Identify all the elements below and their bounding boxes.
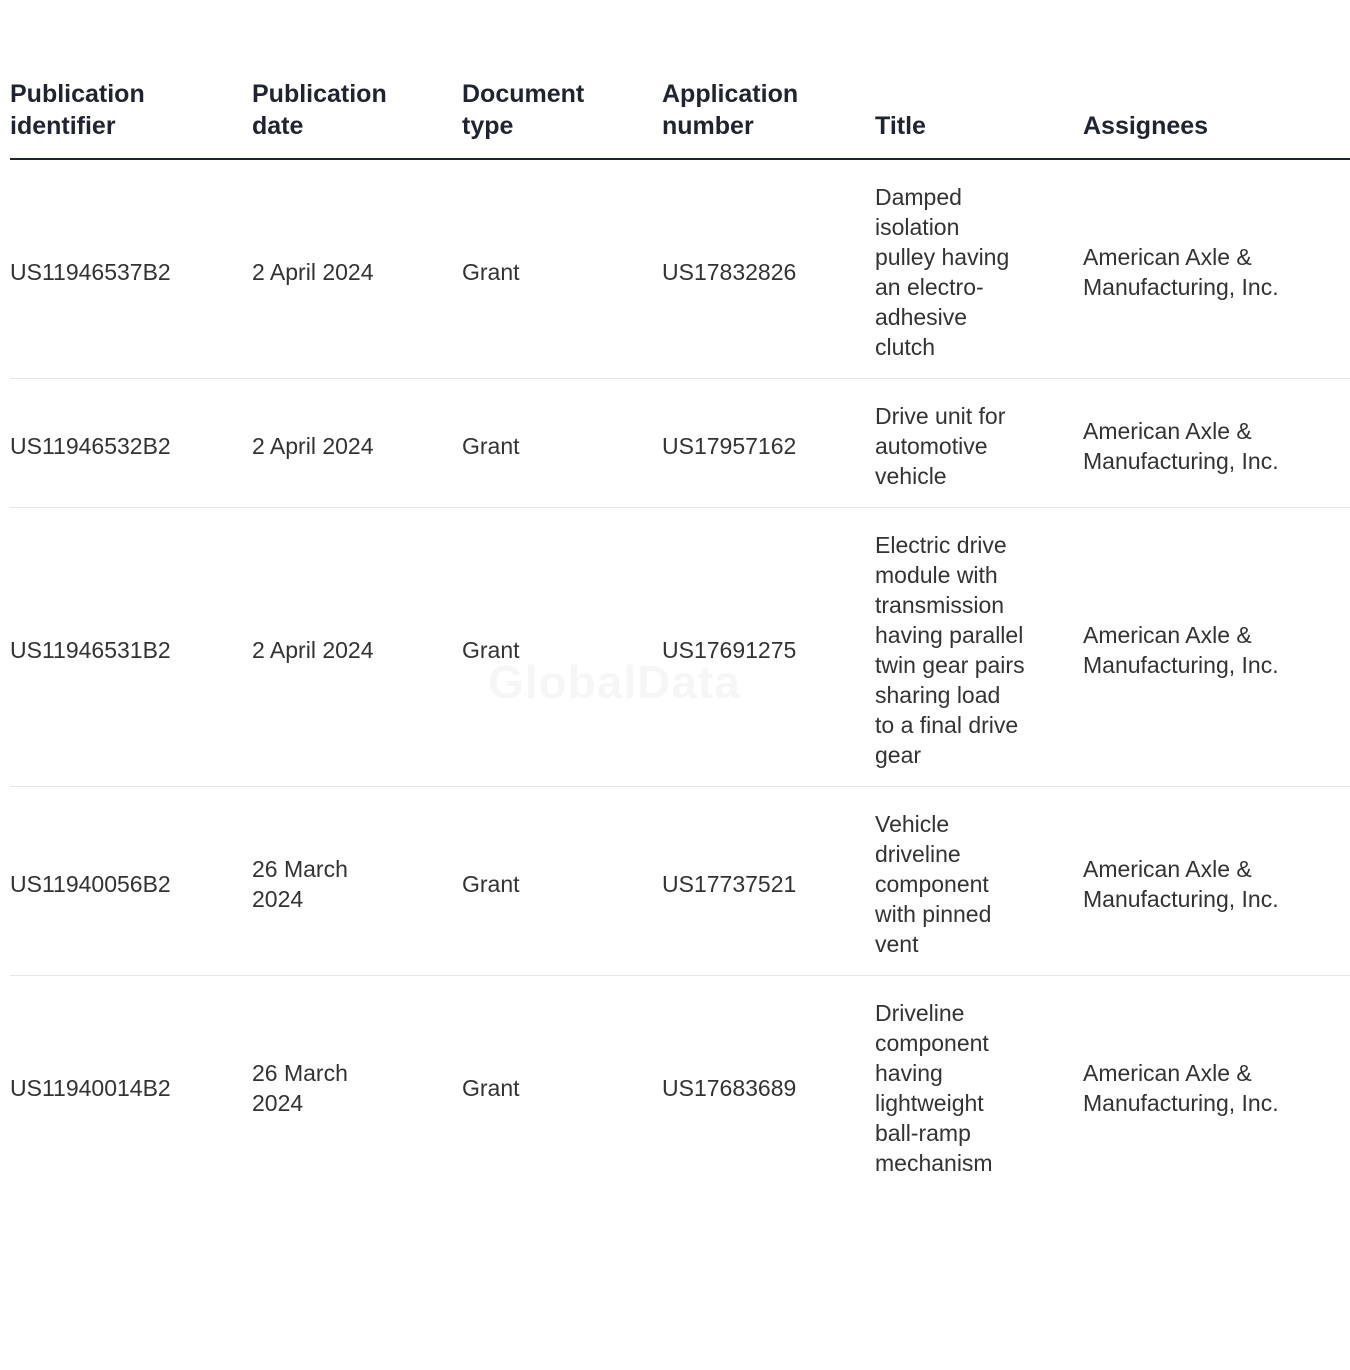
header-document-type: Document type (462, 78, 662, 159)
cell-publication-date: 2 April 2024 (252, 259, 374, 285)
header-publication-identifier: Publication identifier (10, 78, 252, 159)
header-application-number: Application number (662, 78, 875, 159)
cell-publication-identifier: US11940014B2 (10, 1075, 171, 1101)
cell-application-number: US17737521 (662, 787, 875, 976)
table-header-row (10, 78, 1350, 159)
cell-title: Vehicle driveline component with pinned vent (875, 811, 992, 957)
cell-document-type: Grant (462, 787, 662, 976)
table-row (10, 379, 1350, 508)
cell-assignee: American Axle & Manufacturing, Inc. (1083, 856, 1279, 912)
cell-title: Damped isolation pulley having an electro-adhesive clutch (875, 184, 1010, 360)
cell-publication-identifier: US11946531B2 (10, 508, 252, 787)
header-publication-date: Publication date (252, 78, 462, 159)
cell-document-type: Grant (462, 508, 662, 787)
cell-publication-date: 26 March 2024 (252, 856, 348, 912)
cell-publication-date: 2 April 2024 (252, 637, 374, 663)
cell-assignee: American Axle & Manufacturing, Inc. (1083, 1060, 1279, 1116)
cell-assignee: American Axle & Manufacturing, Inc. (1083, 622, 1279, 678)
patent-table (10, 78, 1350, 1194)
table-row (10, 508, 1350, 787)
table-row (10, 787, 1350, 976)
cell-assignee: American Axle & Manufacturing, Inc. (1083, 418, 1279, 474)
cell-publication-date: 26 March 2024 (252, 1060, 348, 1116)
patent-table-container (10, 0, 1279, 1370)
table-row (10, 976, 1350, 1195)
cell-publication-identifier: US11946532B2 (10, 379, 252, 508)
cell-document-type: Grant (462, 379, 662, 508)
cell-application-number: US17957162 (662, 379, 875, 508)
cell-document-type: Grant (462, 159, 662, 379)
cell-title: Drive unit for automotive vehicle (875, 403, 1006, 489)
header-assignees: Assignees (1083, 78, 1350, 159)
cell-application-number: US17683689 (662, 1075, 797, 1101)
cell-title: Driveline component having lightweight ball-ramp mechanism (875, 1000, 993, 1176)
cell-application-number: US17691275 (662, 508, 875, 787)
cell-assignee: American Axle & Manufacturing, Inc. (1083, 244, 1279, 300)
cell-title: Electric drive module with transmission having parallel twin gear pairs sharing load to a final drive gear (875, 532, 1025, 768)
cell-application-number: US17832826 (662, 159, 875, 379)
cell-publication-identifier: US11946537B2 (10, 159, 252, 379)
table-row (10, 159, 1350, 379)
cell-document-type: Grant (462, 1075, 520, 1101)
header-title: Title (875, 78, 1083, 159)
cell-publication-date: 2 April 2024 (252, 433, 374, 459)
cell-publication-identifier: US11940056B2 (10, 787, 252, 976)
